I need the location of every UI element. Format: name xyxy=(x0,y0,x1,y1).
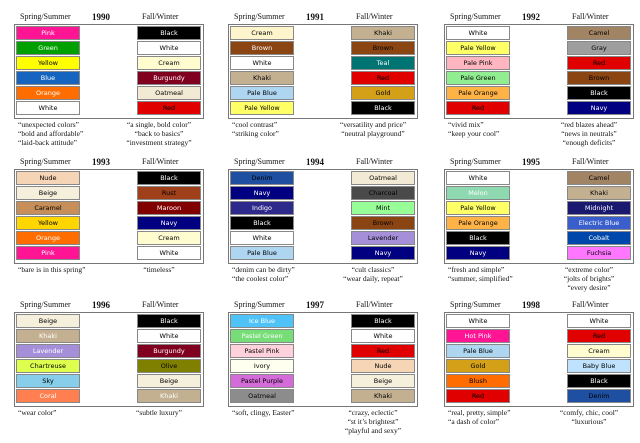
color-swatch: Maroon xyxy=(137,201,201,215)
color-swatch: Beige xyxy=(16,186,80,200)
color-swatch: Pastel Green xyxy=(230,329,294,343)
spring-quotes xyxy=(18,265,106,274)
fall-quote: “a single, bold color” xyxy=(126,120,192,129)
color-swatch: Cream xyxy=(230,26,294,40)
color-swatch: Pale Pink xyxy=(446,56,510,70)
spring-swatch-column xyxy=(446,26,510,116)
color-swatch: Navy xyxy=(230,186,294,200)
panel-header xyxy=(444,155,634,169)
fall-quote: “playful and sexy” xyxy=(344,426,402,435)
color-swatch: White xyxy=(230,56,294,70)
fall-quote: “versatility and price” xyxy=(339,120,407,129)
fall-swatch-column xyxy=(351,314,415,404)
color-swatch: Chartreuse xyxy=(16,359,80,373)
fall-swatch-column xyxy=(567,26,631,116)
swatch-box xyxy=(14,169,204,264)
year-label: 1996 xyxy=(92,300,110,310)
color-swatch: Black xyxy=(137,314,201,328)
fall-quote: “extreme color” xyxy=(564,265,614,274)
color-swatch: White xyxy=(137,246,201,260)
spring-quotes xyxy=(18,120,106,147)
spring-swatch-column xyxy=(16,171,80,261)
fall-quote: “jolts of brights” xyxy=(563,274,615,283)
spring-swatch-column xyxy=(446,171,510,261)
fall-winter-label: Fall/Winter xyxy=(572,12,609,21)
color-swatch: Pale Yellow xyxy=(230,101,294,115)
color-swatch: Khaki xyxy=(230,71,294,85)
fall-quote: “red blazes ahead” xyxy=(560,120,618,129)
fall-winter-label: Fall/Winter xyxy=(572,157,609,166)
color-swatch: Hot Pink xyxy=(446,329,510,343)
fall-quote: “back to basics” xyxy=(134,129,184,138)
fall-quote: “luxurious” xyxy=(571,417,607,426)
fall-quote: “every desire” xyxy=(567,283,611,292)
spring-summer-label: Spring/Summer xyxy=(234,12,285,21)
color-swatch: Denim xyxy=(567,389,631,403)
color-swatch: Mint xyxy=(351,201,415,215)
fall-winter-label: Fall/Winter xyxy=(356,300,393,309)
fall-quote: “wear daily, repeat” xyxy=(343,274,403,283)
color-swatch: Burgundy xyxy=(137,344,201,358)
spring-summer-label: Spring/Summer xyxy=(20,12,71,21)
fall-quotes xyxy=(328,120,418,138)
year-panel-1995 xyxy=(444,155,634,290)
panel-header xyxy=(228,298,418,312)
color-swatch: Red xyxy=(567,56,631,70)
color-swatch: Pale Orange xyxy=(446,86,510,100)
year-label: 1995 xyxy=(522,157,540,167)
year-panel-1990 xyxy=(14,10,204,145)
swatch-box xyxy=(14,24,204,119)
color-swatch: Melon xyxy=(446,186,510,200)
spring-quote: “unexpected colors” xyxy=(18,120,80,129)
color-swatch: Midnight xyxy=(567,201,631,215)
color-swatch: Olive xyxy=(137,359,201,373)
color-swatch: Ice Blue xyxy=(230,314,294,328)
spring-quote: “soft, clingy, Easter” xyxy=(232,408,295,417)
spring-summer-label: Spring/Summer xyxy=(450,300,501,309)
fall-quote: “enough deficits” xyxy=(562,138,616,147)
fall-quote: “cult classics” xyxy=(351,265,395,274)
color-swatch: White xyxy=(16,101,80,115)
color-swatch: Ivory xyxy=(230,359,294,373)
spring-quotes xyxy=(232,120,320,138)
color-swatch: Black xyxy=(567,374,631,388)
panel-header xyxy=(14,155,204,169)
year-panel-1992 xyxy=(444,10,634,145)
fall-swatch-column xyxy=(137,171,201,261)
spring-summer-label: Spring/Summer xyxy=(450,12,501,21)
year-label: 1990 xyxy=(92,12,110,22)
color-swatch: Khaki xyxy=(351,389,415,403)
color-swatch: Navy xyxy=(351,246,415,260)
color-swatch: Gold xyxy=(446,359,510,373)
color-swatch: Cream xyxy=(137,231,201,245)
color-swatch: Nude xyxy=(351,359,415,373)
color-swatch: Beige xyxy=(16,314,80,328)
color-swatch: Green xyxy=(16,41,80,55)
spring-summer-label: Spring/Summer xyxy=(20,300,71,309)
spring-quote: “the coolest color” xyxy=(232,274,289,283)
color-swatch: Cream xyxy=(567,344,631,358)
panel-header xyxy=(14,298,204,312)
spring-summer-label: Spring/Summer xyxy=(234,157,285,166)
year-panel-1996 xyxy=(14,298,204,433)
color-swatch: Orange xyxy=(16,231,80,245)
color-swatch: White xyxy=(137,41,201,55)
year-label: 1992 xyxy=(522,12,540,22)
year-label: 1997 xyxy=(306,300,324,310)
color-swatch: White xyxy=(351,329,415,343)
year-panel-1998 xyxy=(444,298,634,433)
color-swatch: White xyxy=(230,231,294,245)
swatch-box xyxy=(228,312,418,407)
fall-quotes xyxy=(328,265,418,283)
spring-swatch-column xyxy=(230,314,294,404)
fall-quotes xyxy=(328,408,418,435)
color-swatch: Camel xyxy=(567,26,631,40)
color-swatch: Pale Blue xyxy=(230,86,294,100)
color-swatch: Black xyxy=(137,26,201,40)
fall-winter-label: Fall/Winter xyxy=(356,157,393,166)
color-swatch: White xyxy=(446,26,510,40)
fall-quote: “crazy, eclectic” xyxy=(348,408,398,417)
color-swatch: Indigo xyxy=(230,201,294,215)
spring-quotes xyxy=(448,120,536,138)
color-swatch: Khaki xyxy=(567,186,631,200)
color-swatch: Yellow xyxy=(16,216,80,230)
color-swatch: Navy xyxy=(567,101,631,115)
color-swatch: Sky xyxy=(16,374,80,388)
spring-quotes xyxy=(232,265,320,283)
color-swatch: Pale Green xyxy=(446,71,510,85)
fall-quotes xyxy=(544,408,634,426)
panel-header xyxy=(444,298,634,312)
spring-quote: “striking color” xyxy=(232,129,279,138)
fall-winter-label: Fall/Winter xyxy=(572,300,609,309)
spring-summer-label: Spring/Summer xyxy=(20,157,71,166)
swatch-box xyxy=(444,312,634,407)
color-swatch: Cream xyxy=(137,56,201,70)
color-swatch: Oatmeal xyxy=(351,171,415,185)
color-swatch: Pink xyxy=(16,26,80,40)
color-swatch: Coral xyxy=(16,389,80,403)
color-swatch: Brown xyxy=(567,71,631,85)
spring-quote: “real, pretty, simple” xyxy=(448,408,511,417)
fall-quotes xyxy=(114,265,204,274)
fall-swatch-column xyxy=(351,171,415,261)
color-swatch: Brown xyxy=(351,216,415,230)
color-swatch: Electric Blue xyxy=(567,216,631,230)
color-swatch: White xyxy=(446,171,510,185)
spring-summer-label: Spring/Summer xyxy=(450,157,501,166)
spring-quotes xyxy=(448,265,536,283)
color-swatch: Pale Orange xyxy=(446,216,510,230)
color-swatch: Denim xyxy=(230,171,294,185)
color-swatch: White xyxy=(567,314,631,328)
color-swatch: Oatmeal xyxy=(230,389,294,403)
spring-quote: “keep your cool” xyxy=(448,129,500,138)
fall-quotes xyxy=(544,265,634,292)
color-swatch: Red xyxy=(351,344,415,358)
spring-quotes xyxy=(232,408,320,417)
spring-quote: “denim can be dirty” xyxy=(232,265,295,274)
spring-summer-label: Spring/Summer xyxy=(234,300,285,309)
color-swatch: Pastel Pink xyxy=(230,344,294,358)
fall-winter-label: Fall/Winter xyxy=(142,300,179,309)
color-swatch: Nude xyxy=(16,171,80,185)
fall-quotes xyxy=(114,120,204,147)
swatch-box xyxy=(444,24,634,119)
fall-winter-label: Fall/Winter xyxy=(142,157,179,166)
panel-header xyxy=(228,155,418,169)
panel-header xyxy=(14,10,204,24)
color-swatch: Beige xyxy=(137,374,201,388)
color-swatch: Beige xyxy=(351,374,415,388)
fall-quote: “st it’s brightest” xyxy=(347,417,399,426)
color-swatch: Pale Yellow xyxy=(446,201,510,215)
spring-quote: “laid-back attitude” xyxy=(18,138,77,147)
color-swatch: Lavender xyxy=(16,344,80,358)
spring-quote: “wear color” xyxy=(18,408,57,417)
swatch-box xyxy=(228,24,418,119)
fall-quote: “investment strategy” xyxy=(126,138,192,147)
color-swatch: Khaki xyxy=(137,389,201,403)
color-swatch: Black xyxy=(567,86,631,100)
panel-header xyxy=(444,10,634,24)
spring-quote: “vivid mix” xyxy=(448,120,484,129)
color-swatch: Red xyxy=(446,101,510,115)
color-swatch: Charcoal xyxy=(351,186,415,200)
fall-winter-label: Fall/Winter xyxy=(356,12,393,21)
color-swatch: Pastel Purple xyxy=(230,374,294,388)
fall-swatch-column xyxy=(351,26,415,116)
color-swatch: Cobalt xyxy=(567,231,631,245)
color-swatch: Blush xyxy=(446,374,510,388)
color-swatch: Lavender xyxy=(351,231,415,245)
color-swatch: Caramel xyxy=(16,201,80,215)
year-panel-1991 xyxy=(228,10,418,145)
color-swatch: Gray xyxy=(567,41,631,55)
color-swatch: Yellow xyxy=(16,56,80,70)
year-label: 1991 xyxy=(306,12,324,22)
color-swatch: Red xyxy=(446,389,510,403)
color-swatch: Rust xyxy=(137,186,201,200)
color-swatch: Red xyxy=(351,71,415,85)
color-swatch: Burgundy xyxy=(137,71,201,85)
fall-quote: “neutral playground” xyxy=(341,129,405,138)
year-label: 1993 xyxy=(92,157,110,167)
color-swatch: Teal xyxy=(351,56,415,70)
color-swatch: Khaki xyxy=(16,329,80,343)
swatch-box xyxy=(228,169,418,264)
spring-quote: “summer, simplified” xyxy=(448,274,513,283)
color-swatch: Red xyxy=(567,329,631,343)
color-swatch: Brown xyxy=(230,41,294,55)
color-swatch: White xyxy=(137,329,201,343)
spring-quote: “a dash of color” xyxy=(448,417,500,426)
fall-swatch-column xyxy=(567,314,631,404)
color-swatch: Gold xyxy=(351,86,415,100)
color-swatch: Pale Yellow xyxy=(446,41,510,55)
color-swatch: Red xyxy=(137,101,201,115)
spring-quote: “fresh and simple” xyxy=(448,265,505,274)
spring-quote: “bare is in this spring” xyxy=(18,265,86,274)
color-swatch: Navy xyxy=(446,246,510,260)
year-panel-1994 xyxy=(228,155,418,290)
swatch-box xyxy=(14,312,204,407)
color-swatch: Black xyxy=(446,231,510,245)
fall-quote: “news in neutrals” xyxy=(561,129,617,138)
color-swatch: Black xyxy=(351,101,415,115)
color-swatch: Brown xyxy=(351,41,415,55)
color-swatch: Camel xyxy=(567,171,631,185)
color-swatch: Blue xyxy=(16,71,80,85)
color-swatch: Fuchsia xyxy=(567,246,631,260)
spring-quotes xyxy=(18,408,106,417)
fall-swatch-column xyxy=(567,171,631,261)
spring-swatch-column xyxy=(230,26,294,116)
year-label: 1994 xyxy=(306,157,324,167)
fall-swatch-column xyxy=(137,26,201,116)
spring-swatch-column xyxy=(230,171,294,261)
color-swatch: Oatmeal xyxy=(137,86,201,100)
spring-swatch-column xyxy=(16,314,80,404)
fall-winter-label: Fall/Winter xyxy=(142,12,179,21)
spring-quotes xyxy=(448,408,536,426)
year-panel-1993 xyxy=(14,155,204,290)
color-swatch: Khaki xyxy=(351,26,415,40)
color-swatch: Black xyxy=(351,314,415,328)
year-label: 1998 xyxy=(522,300,540,310)
fall-quotes xyxy=(114,408,204,417)
spring-swatch-column xyxy=(16,26,80,116)
spring-quote: “bold and affordable” xyxy=(18,129,84,138)
color-swatch: Pale Blue xyxy=(446,344,510,358)
color-swatch: Black xyxy=(137,171,201,185)
spring-quote: “cool contrast” xyxy=(232,120,278,129)
fall-swatch-column xyxy=(137,314,201,404)
color-swatch: Navy xyxy=(137,216,201,230)
fall-quote: “comfy, chic, cool” xyxy=(559,408,619,417)
fall-quote: “timeless” xyxy=(143,265,175,274)
panel-header xyxy=(228,10,418,24)
year-panel-1997 xyxy=(228,298,418,433)
color-swatch: Orange xyxy=(16,86,80,100)
swatch-box xyxy=(444,169,634,264)
fall-quotes xyxy=(544,120,634,147)
fall-quote: “subtle luxury” xyxy=(135,408,183,417)
color-swatch: Pale Blue xyxy=(230,246,294,260)
color-swatch: Baby Blue xyxy=(567,359,631,373)
spring-swatch-column xyxy=(446,314,510,404)
color-swatch: Pink xyxy=(16,246,80,260)
color-swatch: Black xyxy=(230,216,294,230)
color-swatch: White xyxy=(446,314,510,328)
